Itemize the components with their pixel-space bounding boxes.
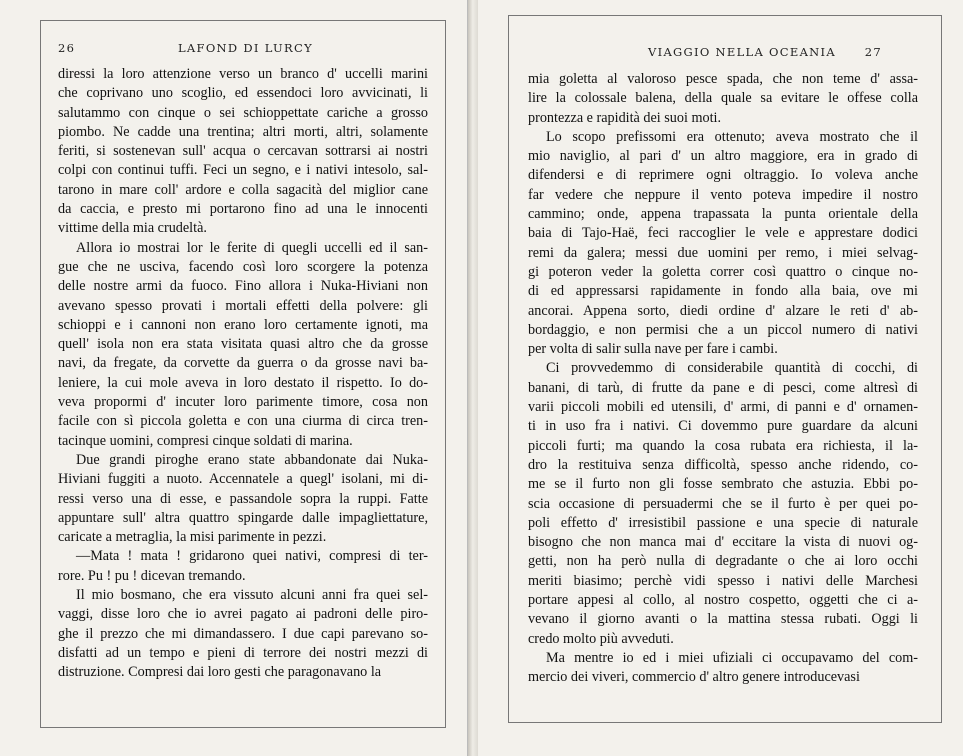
text-line: schioppi e i cannoni non erano loro certamente ignoti, ma (58, 316, 428, 333)
text-line: Hiviani fuggiti a nuoto. Accennatele a quegl' isolani, mi di- (58, 471, 428, 488)
right-page (478, 0, 963, 756)
text-line: meriti biasimo; perchè vidi spesso i nativi delle Marchesi (528, 572, 918, 589)
text-line: scia occasione di persuadermi che se il furto è per quei po- (528, 495, 918, 512)
text-line: che coprivano uno scoglio, ed essendoci loro avvicinati, li (58, 85, 428, 102)
text-line: leniere, la cui mole aveva in loro destato il rispetto. Io do- (58, 374, 428, 391)
paragraph (58, 451, 428, 547)
text-line: banani, di tarù, di frutte da pane e di pesci, come altresì di (528, 379, 918, 396)
text-line: baia di Tajo-Haë, feci raccoglier le vele e apprestare dodici (528, 225, 918, 242)
text-line: vaggi, disse loro che io avrei pagato ai padroni delle piro- (58, 606, 428, 623)
text-line: appuntare sull' altra quattro spingarde dalle impagliettature, (58, 509, 428, 526)
text-line: diressi la loro attenzione verso un branco d' uccelli marini (58, 66, 428, 82)
text-line: cammino; onde, appena trapassata la punta orientale della (528, 206, 918, 223)
text-line: me se il furto non gli fosse sembrato che astuzia. Ebbi po- (528, 476, 918, 493)
text-line: getti, non ha però nulla di degradante o che ai loro occhi (528, 553, 918, 570)
text-line: tacinque uomini, compresi cinque soldati di marina. (58, 432, 353, 449)
text-line: Lo scopo prefissomi era ottenuto; aveva mostrato che il (546, 128, 918, 145)
text-line: portare appesi al collo, al nostro cospetto, oggetti che ci a- (528, 592, 918, 609)
text-line: credo molto più avveduti. (528, 630, 674, 647)
left-page-body (58, 65, 428, 683)
paragraph (58, 586, 428, 682)
text-line: vittime della mia crudeltà. (58, 220, 207, 237)
text-line: Ma mentre io ed i miei ufiziali ci occupavamo del com- (546, 649, 918, 666)
text-line: vevano il giorno avanti o la mattina stessa rubati. Oggi li (528, 611, 918, 628)
text-line: gi poteron veder la goletta correr così quattro o cinque no- (528, 263, 918, 280)
text-line: difendersi e di reprimere ogni oltraggio. Io voleva anche (528, 167, 918, 184)
text-line: ancorai. Appena sorto, diedi ordine d' alzare le reti d' ab- (528, 302, 918, 319)
text-line: mia goletta al valoroso pesce spada, che non teme d' assa- (528, 71, 918, 87)
text-line: disfatti ad un tempo e pieni di terrore dei nostri mezzi di (58, 644, 428, 661)
paragraph (58, 547, 428, 586)
text-line: da caccia, e presto mi portarono fino ad una le innocenti (58, 201, 428, 218)
text-line: lire la colossale balena, della quale sa evitare le offese colla (528, 90, 918, 107)
text-line: far vedere che neppure il vento poteva impedire il nostro (528, 186, 918, 203)
left-page-number: 26 (58, 41, 76, 55)
paragraph (528, 359, 918, 648)
paragraph (528, 649, 918, 688)
text-line: avevano spesso provati i mortali effetti della polvere: gli (58, 297, 428, 314)
paragraph (58, 65, 428, 239)
text-line: navi, da fregate, da corvette da guerra o da grosse navi ba- (58, 355, 428, 372)
text-line: mercio dei viveri, commercio d' altro genere introducevasi (528, 669, 860, 686)
text-line: bordaggio, e non permisi che a un piccol numero di nativi (528, 321, 918, 338)
text-line: rore. Pu ! pu ! dicevan tremando. (58, 567, 246, 584)
text-line: remi da galera; messi due uomini per remo, i miei selvag- (528, 244, 918, 261)
text-line: dro la restituiva senza difficoltà, spesso anche ridendo, co- (528, 456, 918, 473)
left-running-head: LAFOND DI LURCY (178, 41, 313, 55)
text-line: prontezza e rapidità dei suoi moti. (528, 109, 722, 126)
text-line: per volta di salir sulla nave per fare i cambi. (528, 341, 778, 358)
text-line: Due grandi piroghe erano state abbandonate dai Nuka- (76, 451, 428, 468)
text-line: piccoli furti; ma quando la cosa rubata era richiesta, il la- (528, 437, 918, 454)
text-line: poli effetto d' irresistibil passione e una specie di naturale (528, 514, 918, 531)
text-line: piombo. Ne cadde una trentina; altri morti, altri, solamente (58, 123, 428, 140)
text-line: distruzione. Compresi dai loro gesti che paragonavano la (58, 664, 382, 681)
text-line: quell' isola non era stata visitata quasi altro che da grosse (58, 336, 428, 353)
text-line: ghe il prezzo che mi dimandassero. I due capi parevano so- (58, 625, 428, 642)
text-line: Allora io mostrai lor le ferite di quegli uccelli ed il san- (76, 239, 428, 256)
text-line: Ci provvedemmo di considerabile quantità di cocchi, di (546, 360, 918, 377)
right-running-head: VIAGGIO NELLA OCEANIA (648, 45, 836, 59)
left-page (0, 0, 468, 756)
text-line: caricate a metraglia, la misi parimente in pezzi. (58, 529, 327, 546)
text-line: ti in uso fra i nativi. Ci dovemmo pure guardare da alcuni (528, 418, 918, 435)
paragraph (528, 70, 918, 128)
paragraph (528, 128, 918, 360)
text-line: mio naviglio, al pari d' un altro maggiore, era in grado di (528, 148, 918, 165)
text-line: tarono in mare coll' ardore e colla sagacità del miglior cane (58, 181, 428, 198)
text-line: facile con sì piccola goletta e con una ciurma di circa tren- (58, 413, 428, 430)
text-line: varii piccoli mobili ed utensili, d' armi, di panni e d' ornamen- (528, 399, 918, 416)
text-line: delle nostre armi da fuoco. Fino allora i Nuka-Hiviani non (58, 278, 428, 295)
text-line: gue che ne usciva, facendo così loro scorgere la potenza (58, 258, 428, 275)
right-page-number: 27 (864, 45, 882, 59)
right-page-body (528, 70, 918, 688)
text-line: Il mio bosmano, che era vissuto alcuni anni fra quei sel- (76, 587, 428, 604)
text-line: colpi con continui tuffi. Feci un segno, e i nativi intesolo, sal- (58, 162, 428, 179)
text-line: ressi verso una di esse, e passandole sopra la ruppi. Fatte (58, 490, 428, 507)
text-line: bisogno che non manca mai d' eccitare la vista di nuovi og- (528, 534, 918, 551)
text-line: veva propormi d' incuter loro parimente timore, cosa non (58, 394, 428, 411)
text-line: feriti, si sostenevan sull' acqua o cercavan sottrarsi ai nostri (58, 143, 428, 160)
text-line: salutammo con cinque o sei schioppettate cariche a grosso (58, 104, 428, 121)
text-line: —Mata ! mata ! gridarono quei nativi, compresi di ter- (76, 548, 428, 565)
paragraph (58, 239, 428, 451)
text-line: di ed appressarsi rapidamente in fondo alla baia, ove mi (528, 283, 918, 300)
